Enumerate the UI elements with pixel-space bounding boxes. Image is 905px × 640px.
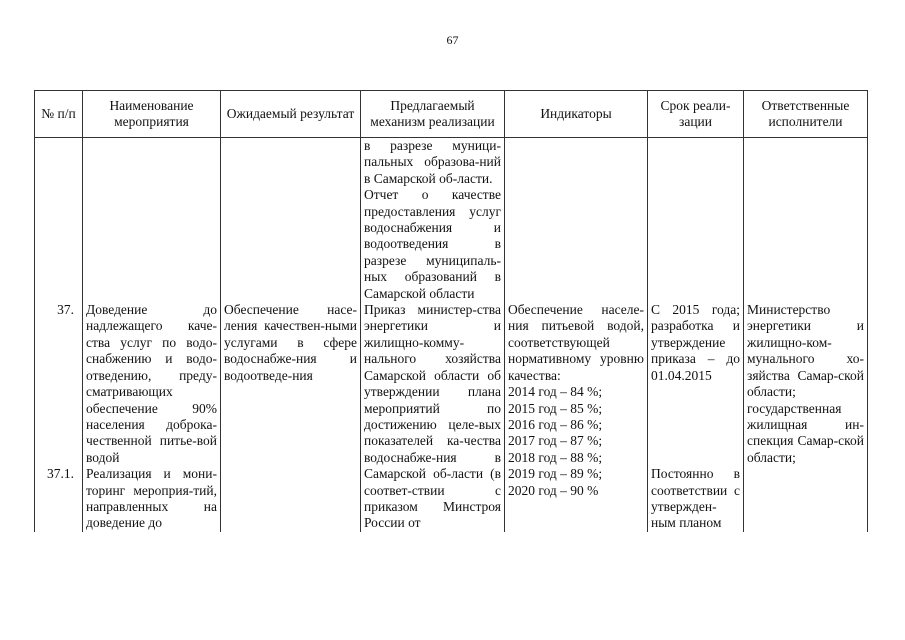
indicators-intro: Обеспечение населе-ния питьевой водой, соответствующей нормативному уровню качества:: [508, 302, 644, 383]
row-37-result: Обеспечение насе-ления качествен-ными услугами в сфере водоснабже-ния и водоотведе-ния: [221, 302, 361, 466]
indicator-item: 2020 год – 90 %: [508, 482, 599, 498]
mechanism-continuation-1: в разрезе муници-пальных образова-ний в Самарской об-ласти.: [364, 138, 501, 186]
header-mechanism: Предлагаемый механизм реализации: [361, 91, 505, 138]
header-number: № п/п: [35, 91, 83, 138]
header-term: Срок реали-зации: [648, 91, 744, 138]
row-37-1-term: Постоянно в соответствии с утвержден-ным планом: [648, 466, 744, 532]
mechanism-continuation-2: Отчет о качестве предоставления услуг водоснабжения и водоотведения в разрезе муниципаль-ных образований в Самарской области: [364, 187, 501, 301]
row-37-indicators: [505, 302, 648, 532]
indicator-item: 2015 год – 85 %;: [508, 400, 603, 416]
table-row-37: [35, 302, 868, 466]
page-number: 67: [446, 33, 459, 47]
indicator-item: 2017 год – 87 %;: [508, 433, 603, 449]
row-37-number: 37.: [35, 302, 83, 466]
row-37-executors: Министерство энергетики и жилищно-ком-мунального хо-зяйства Самар-ской области; государственная жилищная ин-спекция Самар-ской области;: [744, 302, 868, 532]
table-row-continuation: [35, 138, 868, 303]
row-37-mechanism: Приказ министер-ства энергетики и жилищно-комму-нального хозяйства Самарской области об утверждении плана мероприятий по достижению целе-вых показателей ка-чества водоснабже-ния в Самарской об-ласти (в соответ-ствии с приказом Минстроя России от: [361, 302, 505, 532]
row-37-name: Доведение до надлежащего каче-ства услуг по водо-снабжению и водо-отведению, преду-сматривающих обеспечение 90% населения доброка-чественной питье-вой водой: [83, 302, 221, 466]
row-37-1-number: 37.1.: [35, 466, 83, 532]
indicator-item: 2019 год – 89 %;: [508, 466, 603, 482]
indicator-item: 2016 год – 86 %;: [508, 416, 603, 432]
row-37-term: С 2015 года; разработка и утверждение приказа – до 01.04.2015: [648, 302, 744, 466]
header-expected-result: Ожидаемый результат: [221, 91, 361, 138]
measures-table: [34, 90, 868, 532]
indicator-item: 2014 год – 84 %;: [508, 384, 603, 400]
header-measure-name: Наименование мероприятия: [83, 91, 221, 138]
table-header-row: [35, 91, 868, 138]
row-37-1-name: Реализация и мони-торинг мероприя-тий, направленных на доведение до: [83, 466, 221, 532]
header-indicators: Индикаторы: [505, 91, 648, 138]
indicator-item: 2018 год – 88 %;: [508, 449, 603, 465]
header-executors: Ответственные исполнители: [744, 91, 868, 138]
